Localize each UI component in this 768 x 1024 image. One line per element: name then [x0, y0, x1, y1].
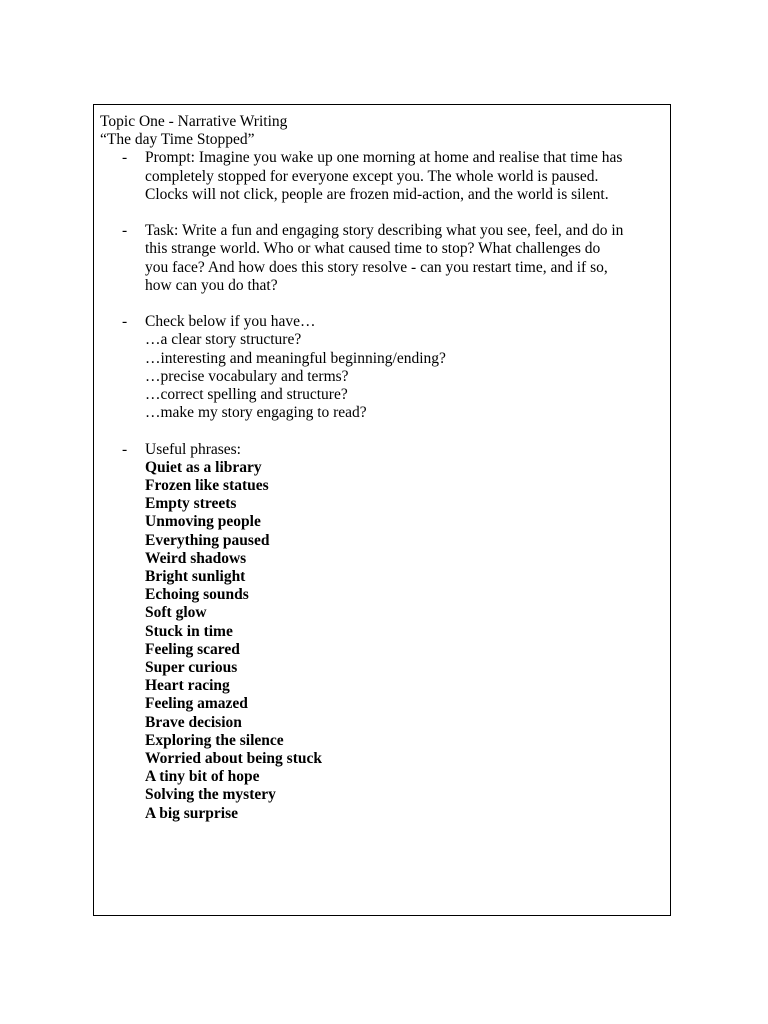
prompt-line: Clocks will not click, people are frozen mid-action, and the world is silent.: [145, 185, 609, 203]
phrase: Soft glow: [145, 604, 207, 622]
checklist-entry: …precise vocabulary and terms?: [145, 367, 349, 385]
task-text: [145, 222, 662, 295]
prompt-line: Prompt: Imagine you wake up one morning at home and realise that time has: [145, 149, 623, 167]
bullet-dash: -: [122, 440, 128, 458]
phrase: Super curious: [145, 659, 238, 677]
phrase: Heart racing: [145, 677, 230, 695]
checklist-entry: …make my story engaging to read?: [145, 404, 367, 422]
task-item: [100, 222, 662, 295]
checklist: [145, 313, 662, 422]
phrase: Quiet as a library: [145, 458, 262, 476]
useful-phrases: [145, 441, 662, 823]
bullet-dash: -: [122, 222, 128, 240]
phrase: Bright sunlight: [145, 568, 246, 586]
phrase: Stuck in time: [145, 622, 233, 640]
task-line: this strange world. Who or what caused time to stop? What challenges do: [145, 240, 601, 258]
prompt-text: [145, 149, 662, 204]
checklist-item: [100, 313, 662, 422]
phrase: Unmoving people: [145, 513, 261, 531]
phrase: Solving the mystery: [145, 786, 276, 804]
checklist-entry: …a clear story structure?: [145, 331, 302, 349]
useful-phrases-item: [100, 441, 662, 823]
useful-phrases-intro: Useful phrases:: [145, 440, 241, 458]
checklist-entry: …correct spelling and structure?: [145, 386, 348, 404]
phrase: Brave decision: [145, 713, 242, 731]
phrase: A big surprise: [145, 804, 239, 822]
phrase: A tiny bit of hope: [145, 768, 260, 786]
bullet-dash: -: [122, 149, 128, 167]
topic-heading: Topic One - Narrative Writing: [100, 113, 288, 130]
document-frame: [93, 104, 671, 916]
task-line: how can you do that?: [145, 276, 278, 294]
prompt-item: [100, 149, 662, 204]
phrase: Everything paused: [145, 531, 270, 549]
story-title: “The day Time Stopped”: [100, 131, 255, 149]
phrase: Weird shadows: [145, 549, 247, 567]
phrase: Empty streets: [145, 495, 237, 513]
checklist-entry: …interesting and meaningful beginning/ending?: [145, 349, 446, 367]
phrase: Frozen like statues: [145, 477, 269, 495]
prompt-line: completely stopped for everyone except you. The whole world is paused.: [145, 167, 599, 185]
phrase: Feeling amazed: [145, 695, 248, 713]
phrase: Feeling scared: [145, 640, 240, 658]
bullet-dash: -: [122, 313, 128, 331]
checklist-intro: Check below if you have…: [145, 313, 316, 331]
task-line: you face? And how does this story resolve - can you restart time, and if so,: [145, 258, 608, 276]
phrase: Worried about being stuck: [145, 750, 322, 768]
phrase: Echoing sounds: [145, 586, 249, 604]
task-line: Task: Write a fun and engaging story describing what you see, feel, and do in: [145, 222, 624, 240]
phrase: Exploring the silence: [145, 731, 284, 749]
